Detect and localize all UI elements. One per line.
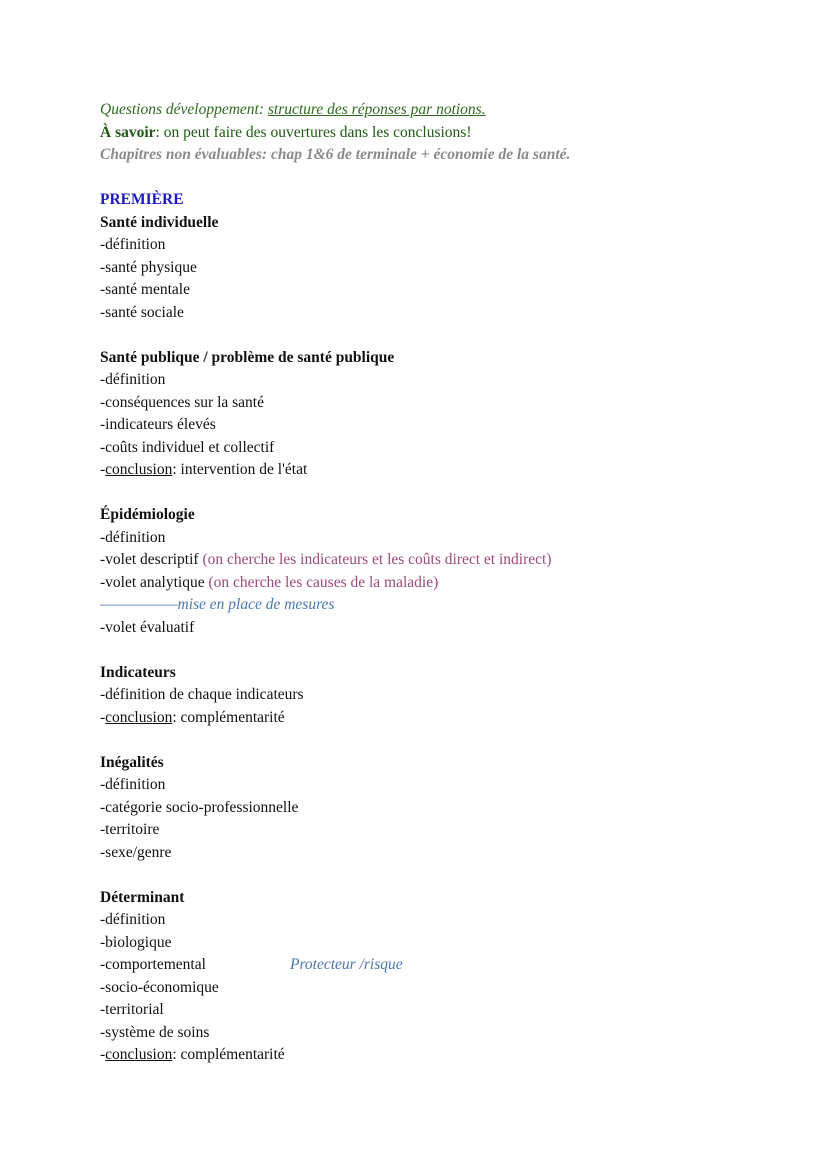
list-item: -définition [100, 911, 166, 928]
conclusion-text: : complémentarité [172, 1046, 285, 1063]
list-item: -santé physique [100, 258, 197, 276]
conclusion-text: : complémentarité [172, 708, 285, 726]
intro-line-2 [100, 122, 800, 145]
list-item: -définition [100, 371, 166, 388]
item-text: -volet analytique [100, 573, 209, 591]
list-item: -santé mentale [100, 281, 190, 298]
list-item: -définition [100, 528, 166, 546]
section-title-determinant: Déterminant [100, 888, 185, 906]
list-item: -conséquences sur la santé [100, 393, 264, 411]
conclusion-line [100, 459, 800, 482]
section-title-sante-individuelle: Santé individuelle [100, 213, 219, 231]
list-item-comportemental [100, 954, 800, 977]
list-item: -définition [100, 236, 166, 253]
conclusion-line [100, 1044, 800, 1067]
document-body [100, 99, 800, 1067]
item-text: -volet descriptif [100, 551, 203, 568]
a-savoir-text: : on peut faire des ouvertures dans les conclusions! [155, 123, 472, 141]
list-item: -catégorie socio-professionnelle [100, 798, 299, 816]
conclusion-text: : intervention de l'état [172, 461, 308, 478]
list-item: -système de soins [100, 1023, 210, 1041]
section-title-inegalites: Inégalités [100, 753, 164, 771]
list-item: -socio-économique [100, 978, 219, 996]
arrow-note-mise-en-place: ––––––––––mise en place de mesures [100, 596, 335, 613]
a-savoir-label: À savoir [100, 123, 156, 141]
list-item: -coûts individuel et collectif [100, 438, 275, 456]
section-title-sante-publique: Santé publique / problème de santé publique [100, 348, 395, 366]
conclusion-dash: - [100, 461, 106, 478]
list-item: -territoire [100, 821, 160, 838]
item-note: (on cherche les causes de la maladie) [208, 573, 439, 591]
list-item: -territorial [100, 1001, 164, 1018]
list-item: -sexe/genre [100, 843, 172, 861]
list-item: -biologique [100, 933, 172, 951]
conclusion-word: conclusion [105, 461, 173, 478]
section-title-epidemiologie: Épidémiologie [100, 506, 195, 523]
list-item: -indicateurs élevés [100, 416, 216, 433]
conclusion-dash: - [100, 708, 106, 726]
list-item-volet-descriptif [100, 549, 800, 572]
section-title-indicateurs: Indicateurs [100, 663, 176, 681]
list-item-volet-analytique [100, 572, 800, 595]
conclusion-line [100, 707, 800, 730]
conclusion-word: conclusion [105, 1046, 173, 1063]
conclusion-word: conclusion [105, 708, 173, 726]
level-heading: PREMIÈRE [100, 191, 184, 208]
list-item: -définition [100, 776, 166, 793]
intro-line-3: Chapitres non évaluables: chap 1&6 de terminale + économie de la santé. [100, 146, 571, 163]
list-item: -définition de chaque indicateurs [100, 686, 304, 703]
list-item: -santé sociale [100, 303, 184, 321]
list-item: -volet évaluatif [100, 618, 195, 636]
intro-underlined-text: structure des réponses par notions. [267, 101, 486, 118]
item-note: (on cherche les indicateurs et les coûts direct et indirect) [202, 551, 552, 568]
intro-prefix: Questions développement: [100, 101, 268, 118]
intro-line-1 [100, 99, 800, 122]
item-text: -comportemental [100, 956, 206, 973]
item-note-protecteur-risque: Protecteur /risque [290, 956, 403, 973]
conclusion-dash: - [100, 1046, 106, 1063]
